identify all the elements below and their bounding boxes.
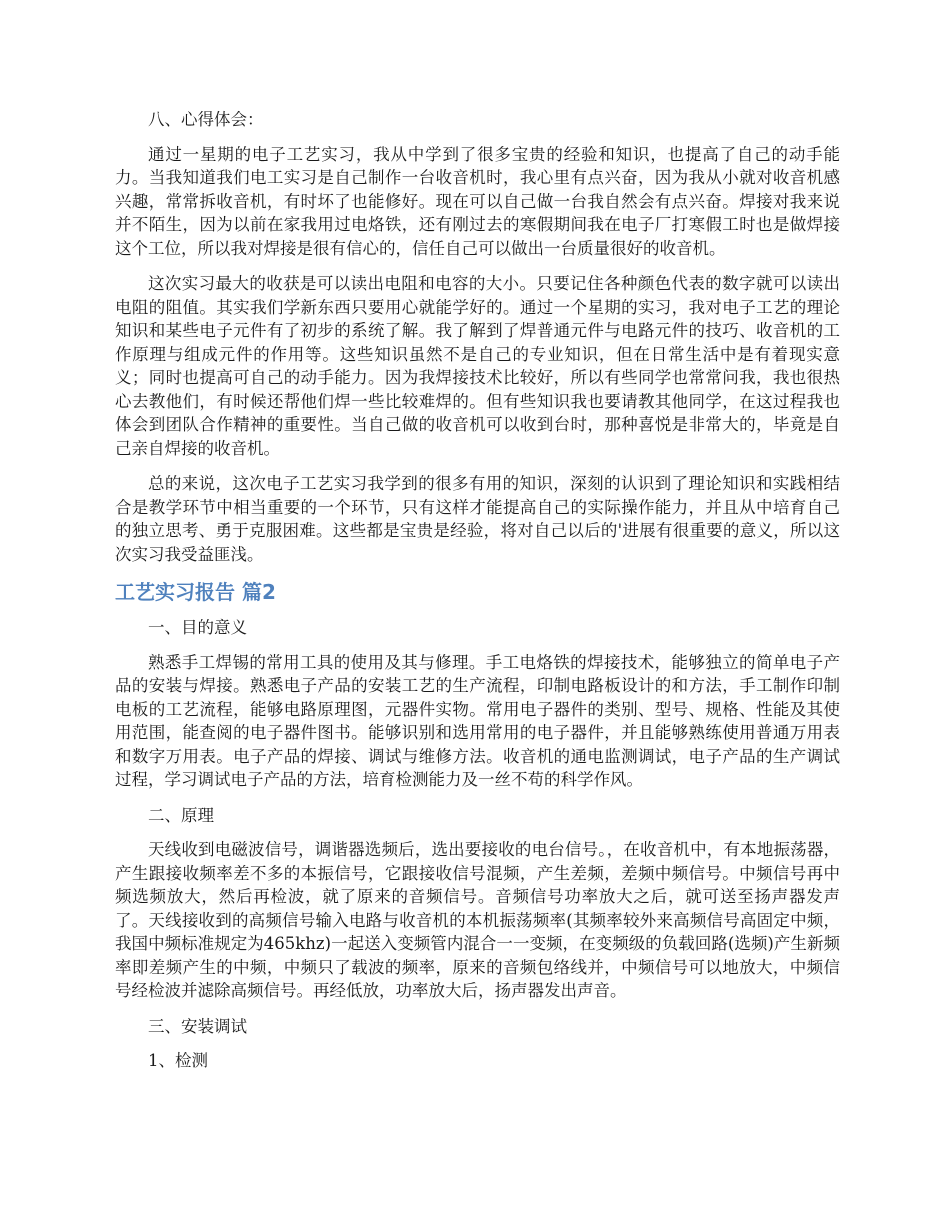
heading-reflection: 八、心得体会： [148, 110, 264, 129]
heading-principle: 二、原理 [148, 805, 214, 825]
document-page [115, 108, 840, 1084]
paragraph-3: 总的来说，这次电子工艺实习我学到的很多有用的知识，深刻的认识到了理论知识和实践相结合是教学环节中相当重要的一个环节，只有这样才能提高自己的实际操作能力，并且从中培育自己的独立思考、勇于克服困难。这些都是宝贵是经验，将对自己以后的'进展有很重要的意义，所以这次实习我受益匪浅。 [115, 474, 840, 564]
paragraph-2: 这次实习最大的收获是可以读出电阻和电容的大小。只要记住各种颜色代表的数字就可以读出电阻的阻值。其实我们学新东西只要用心就能学好的。通过一个星期的实习，我对电子工艺的理论知识和某些电子元件有了初步的系统了解。我了解到了焊普通元件与电路元件的技巧、收音机的工作原理与组成元件的作用等。这些知识虽然不是自己的专业知识，但在日常生活中是有着现实意义；同时也提高可自己的动手能力。因为我焊接技术比较好，所以有些同学也常常问我，我也很热心去教他们，有时候还帮他们焊一些比较难焊的。但有些知识我也要请教其他同学，在这过程我也体会到团队合作精神的重要性。当自己做的收音机可以收到台时，那种喜悦是非常大的，毕竟是自己亲自焊接的收音机。 [115, 274, 840, 458]
heading-purpose: 一、目的意义 [148, 618, 247, 637]
heading-detect: 1、检测 [148, 1051, 208, 1070]
paragraph-5: 天线收到电磁波信号，调谐器选频后，选出要接收的电台信号。，在收音机中，有本地振荡器，产生跟接收频率差不多的本振信号，它跟接收信号混频，产生差频，差频中频信号。中频信号再中频选频放大，然后再检波，就了原来的音频信号。音频信号功率放大之后，就可送至扬声器发声了。天线接收到的高频信号输入电路与收音机的本机振荡频率(其频率较外来高频信号高固定中频，我国中频标准规定为465khz)一起送入变频管内混合一一变频，在变频级的负载回路(选频)产生新频率即差频产生的中频，中频只了载波的频率，原来的音频包络线并，中频信号可以地放大，中频信号经检波并滤除高频信号。再经低放，功率放大后，扬声器发出声音。 [115, 840, 840, 1000]
heading-install: 三、安装调试 [148, 1016, 247, 1036]
section-title-2: 工艺实习报告 篇2 [115, 580, 276, 604]
paragraph-4: 熟悉手工焊锡的常用工具的使用及其与修理。手工电烙铁的焊接技术，能够独立的简单电子产品的安装与焊接。熟悉电子产品的安装工艺的生产流程，印制电路板设计的和方法，手工制作印制电板的工艺流程，能够电路原理图，元器件实物。常用电子器件的类别、型号、规格、性能及其使用范围，能查阅的电子器件图书。能够识别和选用常用的电子器件，并且能够熟练使用普通万用表和数字万用表。电子产品的焊接、调试与维修方法。收音机的通电监测调试，电子产品的生产调试过程，学习调试电子产品的方法，培育检测能力及一丝不苟的科学作风。 [115, 652, 840, 789]
paragraph-1: 通过一星期的电子工艺实习，我从中学到了很多宝贵的经验和知识，也提高了自己的动手能力。当我知道我们电工实习是自己制作一台收音机时，我心里有点兴奋，因为我从小就对收音机感兴趣，常常拆收音机，有时坏了也能修好。现在可以自己做一台我自然会有点兴奋。焊接对我来说并不陌生，因为以前在家我用过电烙铁，还有刚过去的寒假期间我在电子厂打寒假工时也是做焊接这个工位，所以我对焊接是很有信心的，信任自己可以做出一台质量很好的收音机。 [115, 144, 840, 258]
